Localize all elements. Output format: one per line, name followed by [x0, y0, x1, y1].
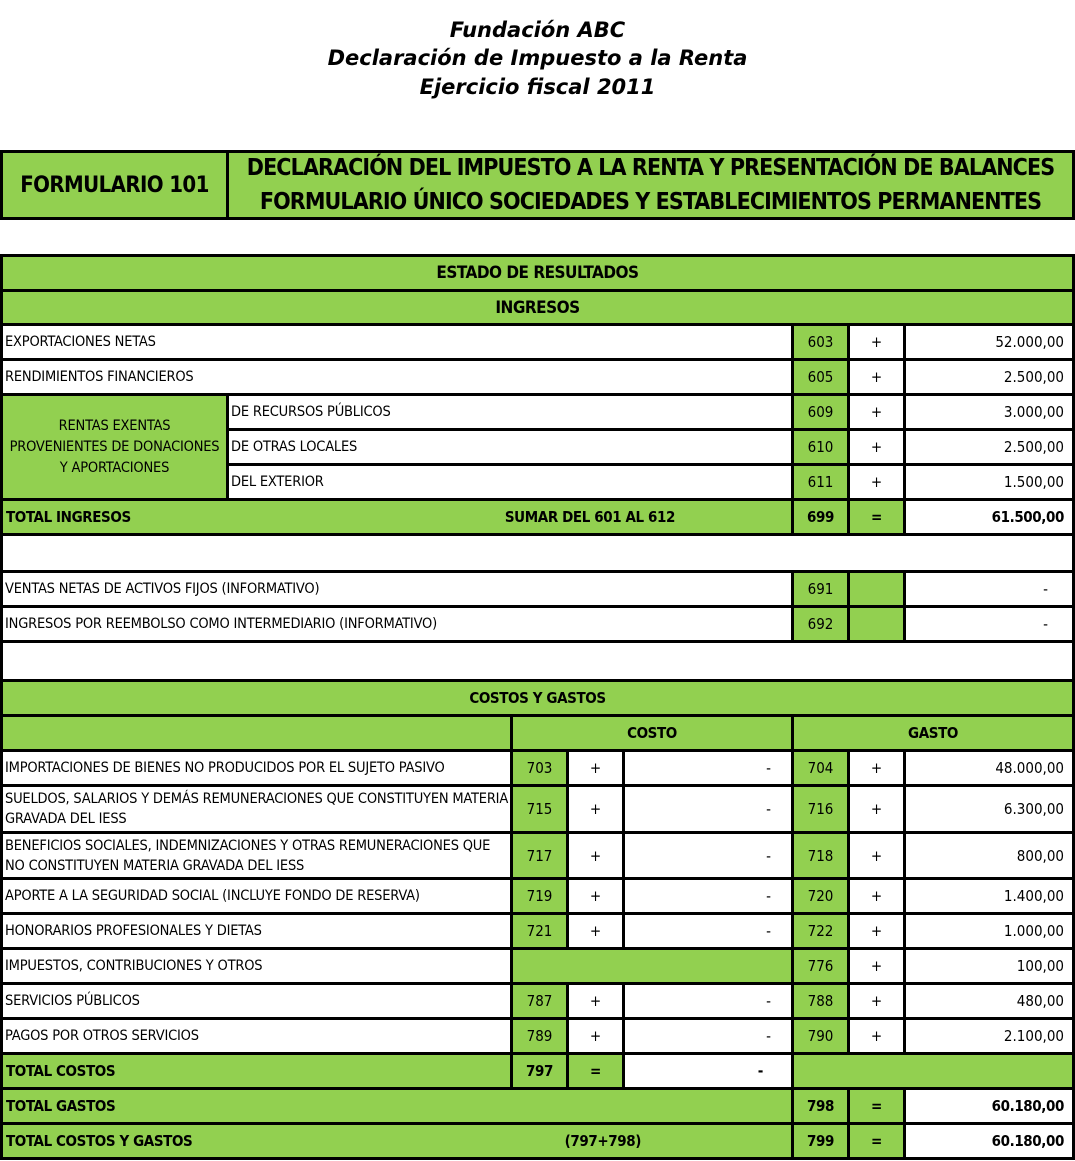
cg-costo-op: +	[566, 912, 625, 950]
cg-costo-code: 787	[510, 982, 569, 1020]
info-code: 692	[791, 605, 850, 643]
info-op-empty	[847, 570, 906, 608]
cg-costo-op: +	[566, 877, 625, 915]
cg-costo-code: 717	[510, 831, 569, 880]
cg-gasto-value: 1.400,00	[903, 877, 1075, 915]
cg-gasto-code: 776	[791, 947, 850, 985]
renta-code: 609	[791, 393, 850, 431]
cg-label: SERVICIOS PÚBLICOS	[0, 982, 513, 1020]
info-op-empty	[847, 605, 906, 643]
ingreso-value: 2.500,00	[903, 358, 1075, 396]
ingreso-op: +	[847, 358, 906, 396]
cg-label: HONORARIOS PROFESIONALES Y DIETAS	[0, 912, 513, 950]
cg-gasto-op: +	[847, 912, 906, 950]
rentas-group-label: RENTAS EXENTAS PROVENIENTES DE DONACIONES Y APORTACIONES	[0, 393, 229, 501]
total-gastos-value: 60.180,00	[903, 1087, 1075, 1125]
info-code: 691	[791, 570, 850, 608]
cg-costo-code: 789	[510, 1017, 569, 1055]
total-costos-label: TOTAL COSTOS	[0, 1052, 513, 1090]
total-ingresos-label: TOTAL INGRESOS	[6, 508, 131, 526]
renta-label: DEL EXTERIOR	[226, 463, 794, 501]
total-cg-value: 60.180,00	[903, 1122, 1075, 1160]
ingreso-label: EXPORTACIONES NETAS	[0, 323, 794, 361]
cg-label: SUELDOS, SALARIOS Y DEMÁS REMUNERACIONES QUE CONSTITUYEN MATERIA GRAVADA DEL IESS	[0, 784, 513, 834]
renta-value: 1.500,00	[903, 463, 1075, 501]
total-costos-code: 797	[510, 1052, 569, 1090]
info-value: -	[903, 570, 1075, 608]
total-cg-label: TOTAL COSTOS Y GASTOS	[6, 1132, 193, 1150]
header-line-3: Ejercicio fiscal 2011	[419, 75, 656, 99]
form-title-line-1: DECLARACIÓN DEL IMPUESTO A LA RENTA Y PRESENTACIÓN DE BALANCES	[246, 155, 1055, 181]
total-cg-op: =	[847, 1122, 906, 1160]
cg-gasto-op: +	[847, 831, 906, 880]
cg-costo-value: -	[622, 877, 794, 915]
cg-costo-code: 703	[510, 749, 569, 787]
total-cg-code: 799	[791, 1122, 850, 1160]
cg-label: PAGOS POR OTROS SERVICIOS	[0, 1017, 513, 1055]
cg-gasto-op: +	[847, 784, 906, 834]
cg-costo-op: +	[566, 1017, 625, 1055]
ingresos-title: INGRESOS	[0, 289, 1075, 326]
cg-costo-code: 715	[510, 784, 569, 834]
total-costos-gasto-empty	[791, 1052, 1075, 1090]
header-line-1: Fundación ABC	[449, 18, 626, 42]
cg-gasto-value: 800,00	[903, 831, 1075, 880]
cg-costo-empty	[510, 947, 794, 985]
renta-code: 610	[791, 428, 850, 466]
gasto-header: GASTO	[791, 714, 1075, 752]
form-code: FORMULARIO 101	[0, 150, 229, 220]
cg-gasto-code: 790	[791, 1017, 850, 1055]
ingreso-label: RENDIMIENTOS FINANCIEROS	[0, 358, 794, 396]
cg-costo-value: -	[622, 784, 794, 834]
cg-gasto-code: 788	[791, 982, 850, 1020]
ingreso-code: 605	[791, 358, 850, 396]
cg-costo-value: -	[622, 1017, 794, 1055]
costos-gastos-title: COSTOS Y GASTOS	[0, 679, 1075, 717]
cg-gasto-value: 48.000,00	[903, 749, 1075, 787]
cg-costo-code: 719	[510, 877, 569, 915]
cg-gasto-code: 704	[791, 749, 850, 787]
form-title-line-2: FORMULARIO ÚNICO SOCIEDADES Y ESTABLECIMIENTOS PERMANENTES	[259, 189, 1042, 215]
total-costos-op: =	[566, 1052, 625, 1090]
total-ingresos-code: 699	[791, 498, 850, 536]
total-ingresos-note: SUMAR DEL 601 AL 612	[504, 508, 675, 526]
cg-gasto-op: +	[847, 982, 906, 1020]
cg-label: IMPUESTOS, CONTRIBUCIONES Y OTROS	[0, 947, 513, 985]
renta-op: +	[847, 428, 906, 466]
renta-label: DE OTRAS LOCALES	[226, 428, 794, 466]
cg-gasto-op: +	[847, 877, 906, 915]
renta-label: DE RECURSOS PÚBLICOS	[226, 393, 794, 431]
cg-gasto-code: 716	[791, 784, 850, 834]
total-ingresos-op: =	[847, 498, 906, 536]
cg-gasto-code: 718	[791, 831, 850, 880]
ingreso-value: 52.000,00	[903, 323, 1075, 361]
renta-code: 611	[791, 463, 850, 501]
cg-gasto-code: 720	[791, 877, 850, 915]
cg-gasto-value: 6.300,00	[903, 784, 1075, 834]
total-cg-note: (797+798)	[564, 1132, 641, 1150]
spacer-row	[0, 640, 1075, 682]
cg-gasto-value: 1.000,00	[903, 912, 1075, 950]
renta-op: +	[847, 463, 906, 501]
cg-costo-op: +	[566, 784, 625, 834]
total-cg-row	[0, 1122, 794, 1160]
cg-costo-value: -	[622, 831, 794, 880]
cg-label: BENEFICIOS SOCIALES, INDEMNIZACIONES Y OTRAS REMUNERACIONES QUE NO CONSTITUYEN MATERIA GRAVADA DEL IESS	[0, 831, 513, 880]
total-costos-value: -	[622, 1052, 794, 1090]
cg-gasto-op: +	[847, 749, 906, 787]
total-gastos-op: =	[847, 1087, 906, 1125]
info-label: INGRESOS POR REEMBOLSO COMO INTERMEDIARIO (INFORMATIVO)	[0, 605, 794, 643]
form-title	[226, 150, 1075, 220]
header-line-2: Declaración de Impuesto a la Renta	[327, 46, 748, 70]
costo-header: COSTO	[510, 714, 794, 752]
estado-title: ESTADO DE RESULTADOS	[0, 254, 1075, 292]
cg-gasto-op: +	[847, 1017, 906, 1055]
renta-value: 3.000,00	[903, 393, 1075, 431]
cg-gasto-op: +	[847, 947, 906, 985]
total-ingresos-row	[0, 498, 794, 536]
ingreso-op: +	[847, 323, 906, 361]
cg-costo-op: +	[566, 982, 625, 1020]
cg-costo-value: -	[622, 749, 794, 787]
info-label: VENTAS NETAS DE ACTIVOS FIJOS (INFORMATIVO)	[0, 570, 794, 608]
total-gastos-code: 798	[791, 1087, 850, 1125]
cg-costo-value: -	[622, 912, 794, 950]
renta-value: 2.500,00	[903, 428, 1075, 466]
total-gastos-label: TOTAL GASTOS	[0, 1087, 794, 1125]
cg-gasto-value: 480,00	[903, 982, 1075, 1020]
cg-costo-op: +	[566, 831, 625, 880]
cg-costo-op: +	[566, 749, 625, 787]
info-value: -	[903, 605, 1075, 643]
cg-gasto-code: 722	[791, 912, 850, 950]
cg-gasto-value: 2.100,00	[903, 1017, 1075, 1055]
cg-costo-code: 721	[510, 912, 569, 950]
cg-label: IMPORTACIONES DE BIENES NO PRODUCIDOS POR EL SUJETO PASIVO	[0, 749, 513, 787]
cg-label: APORTE A LA SEGURIDAD SOCIAL (INCLUYE FONDO DE RESERVA)	[0, 877, 513, 915]
costos-subheader-blank	[0, 714, 513, 752]
ingreso-code: 603	[791, 323, 850, 361]
renta-op: +	[847, 393, 906, 431]
total-ingresos-value: 61.500,00	[903, 498, 1075, 536]
spacer-row	[0, 533, 1075, 573]
cg-costo-value: -	[622, 982, 794, 1020]
cg-gasto-value: 100,00	[903, 947, 1075, 985]
